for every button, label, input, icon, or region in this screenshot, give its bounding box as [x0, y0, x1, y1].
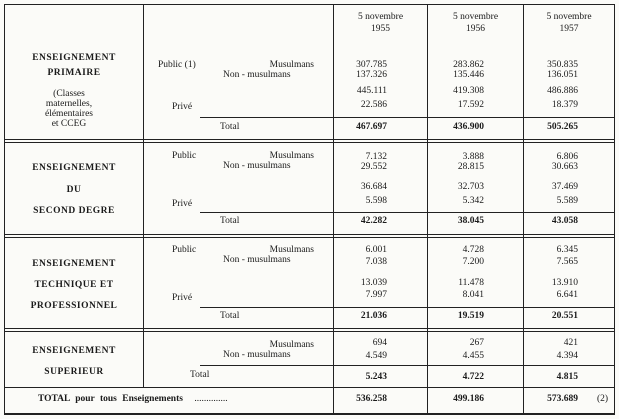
technique-1955-total: 21.036	[360, 311, 387, 321]
primaire-1955-prive: 22.586	[360, 100, 387, 110]
superieur-1957-non: 4.394	[556, 351, 578, 361]
second-1957-total: 43.058	[551, 216, 578, 226]
total-rule-technique	[200, 307, 615, 308]
superieur-1957-total: 4.815	[556, 372, 578, 382]
technique-1957-non: 7.565	[556, 257, 578, 267]
primaire-1956-non: 135.446	[453, 70, 484, 80]
superieur-1956-non: 4.455	[462, 351, 484, 361]
technique-1955-mus: 6.001	[365, 245, 387, 255]
primaire-1955-sub: 445.111	[356, 86, 387, 96]
technique-prive-label: Privé	[172, 293, 193, 303]
second-1955-sub: 36.684	[360, 182, 387, 192]
primaire-1957-sub: 486.886	[547, 86, 578, 96]
superieur-title-2: SUPERIEUR	[44, 367, 104, 377]
technique-1956-non: 7.200	[462, 257, 484, 267]
second-1955-mus: 7.132	[365, 152, 387, 162]
primaire-sub-3: élémentaires	[44, 109, 93, 119]
superieur-1955-total: 5.243	[365, 372, 387, 382]
second-title-3: SECOND DEGRE	[33, 206, 115, 216]
second-total-label: Total	[220, 216, 240, 226]
technique-title-1: ENSEIGNEMENT	[32, 259, 116, 269]
primaire-musulmans-label: Musulmans	[269, 60, 314, 70]
superieur-non-musulmans-label: Non - musulmans	[223, 350, 291, 360]
technique-1957-total: 20.551	[551, 311, 578, 321]
second-1955-non: 29.552	[360, 162, 387, 172]
superieur-1956-total: 4.722	[462, 372, 484, 382]
primaire-1957-non: 136.051	[547, 70, 578, 80]
second-1956-sub: 32.703	[457, 182, 484, 192]
section-sep-2a	[4, 234, 615, 235]
total-rule-superieur	[200, 365, 615, 366]
second-1957-mus: 6.806	[556, 152, 578, 162]
primaire-1956-mus: 283.862	[453, 60, 484, 70]
technique-non-musulmans-label: Non - musulmans	[223, 255, 291, 265]
technique-1956-prive: 8.041	[462, 290, 484, 300]
superieur-total-label: Total	[190, 370, 210, 380]
second-1956-prive: 5.342	[462, 196, 484, 206]
technique-1956-total: 19.519	[457, 311, 484, 321]
superieur-1955-mus: 694	[372, 338, 387, 348]
section-sep-3a	[4, 328, 615, 329]
second-1957-sub: 37.469	[551, 182, 578, 192]
technique-1955-sub: 13.039	[360, 278, 387, 288]
section-sep-4	[4, 387, 615, 388]
primaire-public-label: Public (1)	[158, 60, 196, 70]
total-rule-second	[200, 212, 615, 213]
second-title-1: ENSEIGNEMENT	[32, 163, 116, 173]
second-1956-mus: 3.888	[462, 152, 484, 162]
year-header-1957-l2: 1957	[559, 24, 579, 34]
technique-musulmans-label: Musulmans	[269, 245, 314, 255]
primaire-1956-total: 436.900	[453, 122, 484, 132]
primaire-1957-prive: 18.379	[551, 100, 578, 110]
technique-total-label: Total	[220, 311, 240, 321]
superieur-title-1: ENSEIGNEMENT	[32, 346, 116, 356]
grand-total-1955: 536.258	[356, 394, 387, 404]
technique-1955-prive: 7.997	[365, 290, 387, 300]
grand-total-note: (2)	[597, 394, 609, 404]
section-sep-1a	[4, 139, 615, 140]
technique-public-label: Public	[172, 245, 197, 255]
year-header-1956-l1: 5 novembre	[452, 12, 499, 22]
primaire-non-musulmans-label: Non - musulmans	[223, 70, 291, 80]
primaire-1957-mus: 350.835	[547, 60, 578, 70]
second-musulmans-label: Musulmans	[269, 151, 314, 161]
technique-1957-mus: 6.345	[556, 245, 578, 255]
second-prive-label: Privé	[172, 199, 193, 209]
technique-1957-sub: 13.910	[551, 278, 578, 288]
total-rule-primaire	[200, 117, 615, 118]
primaire-1957-total: 505.265	[547, 122, 578, 132]
technique-1956-mus: 4.728	[462, 245, 484, 255]
second-1957-prive: 5.589	[556, 196, 578, 206]
superieur-1957-mus: 421	[563, 338, 578, 348]
grand-total-1956: 499.186	[453, 394, 484, 404]
primaire-sub-1: (Classes	[53, 89, 85, 99]
technique-title-2: TECHNIQUE ET	[34, 280, 114, 290]
section-sep-3b	[4, 331, 615, 332]
year-header-1955-l1: 5 novembre	[357, 12, 404, 22]
second-public-label: Public	[172, 151, 197, 161]
superieur-musulmans-label: Musulmans	[269, 340, 314, 350]
section-sep-2b	[4, 237, 615, 238]
year-header-1955-l2: 1955	[371, 24, 390, 34]
second-1956-total: 38.045	[457, 216, 484, 226]
primaire-1956-sub: 419.308	[453, 86, 484, 96]
primaire-sub-4: et CCEG	[51, 119, 87, 129]
technique-1956-sub: 11.478	[458, 278, 484, 288]
second-1956-non: 28.815	[457, 162, 484, 172]
primaire-1955-non: 137.326	[356, 70, 387, 80]
second-1955-prive: 5.598	[365, 196, 387, 206]
year-header-1956-l2: 1956	[466, 24, 485, 34]
primaire-prive-label: Privé	[172, 102, 193, 112]
grand-total-label-text: TOTAL pour tous Enseignements	[38, 394, 183, 404]
second-1955-total: 42.282	[360, 216, 387, 226]
grand-total-label	[38, 394, 228, 405]
second-title-2: DU	[66, 185, 82, 195]
technique-1955-non: 7.038	[365, 257, 387, 267]
section-sep-1b	[4, 142, 615, 143]
superieur-1956-mus: 267	[469, 338, 484, 348]
technique-title-3: PROFESSIONNEL	[30, 301, 118, 311]
primaire-total-label: Total	[220, 122, 240, 132]
superieur-1955-non: 4.549	[365, 351, 387, 361]
second-1957-non: 30.663	[551, 162, 578, 172]
second-non-musulmans-label: Non - musulmans	[223, 161, 291, 171]
grand-total-dots: ..............	[194, 394, 228, 404]
primaire-title-2: PRIMAIRE	[47, 68, 101, 78]
primaire-1956-prive: 17.592	[457, 100, 484, 110]
table-border-right	[614, 4, 615, 414]
primaire-sub-2: maternelles,	[45, 99, 93, 109]
technique-1957-prive: 6.641	[556, 290, 578, 300]
primaire-1955-mus: 307.785	[356, 60, 387, 70]
year-header-1957-l1: 5 novembre	[546, 12, 592, 22]
primaire-1955-total: 467.697	[356, 122, 387, 132]
grand-total-1957: 573.689	[547, 394, 578, 404]
primaire-title-1: ENSEIGNEMENT	[32, 53, 116, 63]
